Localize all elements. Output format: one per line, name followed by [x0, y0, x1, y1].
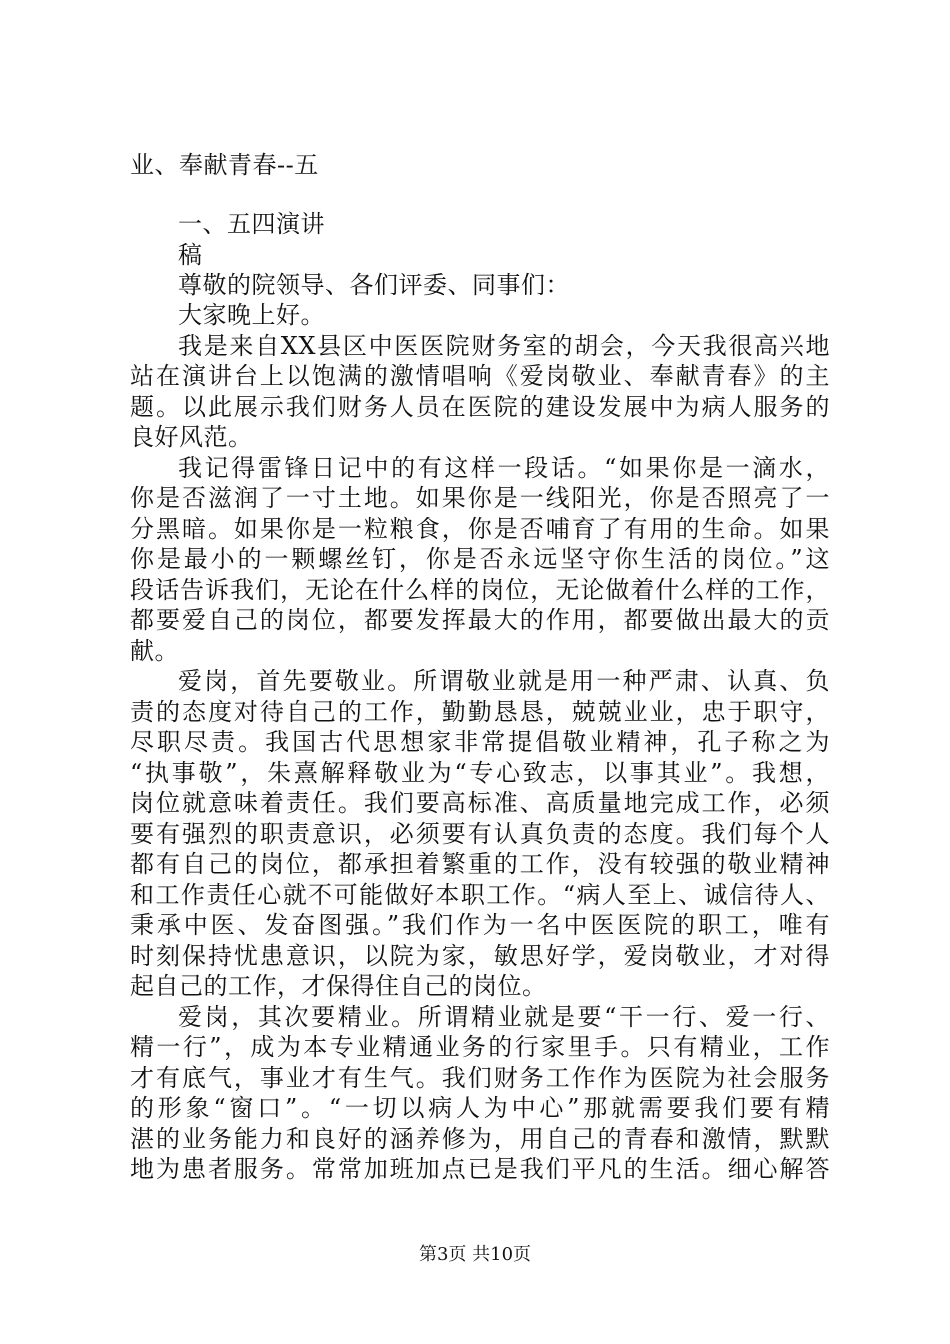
paragraph-line: 分黑暗。如果你是一粒粮食，你是否哺育了有用的生命。如果 — [130, 515, 830, 543]
paragraph-line: 责的态度对待自己的工作，勤勤恳恳，兢兢业业，忠于职守， — [130, 698, 830, 726]
paragraph-line: 段话告诉我们，无论在什么样的岗位，无论做着什么样的工作， — [130, 576, 830, 604]
paragraph-line: 爱岗，首先要敬业。所谓敬业就是用一种严肃、认真、负 — [178, 667, 830, 695]
paragraph-line: 都有自己的岗位，都承担着繁重的工作，没有较强的敬业精神 — [130, 850, 830, 878]
paragraph-line: 我记得雷锋日记中的有这样一段话。“如果你是一滴水， — [178, 454, 830, 482]
paragraph-line: 良好风范。 — [130, 423, 253, 451]
heading-line-2: 一、五四演讲 — [178, 210, 325, 238]
paragraph-line: 精一行”，成为本专业精通业务的行家里手。只有精业，工作 — [130, 1033, 830, 1061]
paragraph-line: 题。以此展示我们财务人员在医院的建设发展中为病人服务的 — [130, 393, 830, 421]
paragraph-line: 你是最小的一颗螺丝钉，你是否永远坚守你生活的岗位。”这 — [130, 545, 830, 573]
paragraph-line: 站在演讲台上以饱满的激情唱响《爱岗敬业、奉献青春》的主 — [130, 362, 830, 390]
heading-line-3: 稿 — [178, 241, 203, 269]
paragraph-line: 献。 — [130, 637, 179, 665]
paragraph-line: 时刻保持忧患意识，以院为家，敏思好学，爱岗敬业，才对得 — [130, 942, 830, 970]
paragraph-line: 爱岗，其次要精业。所谓精业就是要“干一行、爱一行、 — [178, 1003, 830, 1031]
paragraph-line: 你是否滋润了一寸土地。如果你是一线阳光，你是否照亮了一 — [130, 484, 830, 512]
paragraph-line: 才有底气，事业才有生气。我们财务工作作为医院为社会服务 — [130, 1064, 830, 1092]
paragraph-line: 起自己的工作，才保得住自己的岗位。 — [130, 972, 547, 1000]
paragraph-line: 要有强烈的职责意识，必须要有认真负责的态度。我们每个人 — [130, 820, 830, 848]
page-number-footer: 第3页 共10页 — [418, 1244, 532, 1265]
paragraph-line: 的形象“窗口”。“一切以病人为中心”那就需要我们要有精 — [130, 1094, 830, 1122]
paragraph-line: “执事敬”，朱熹解释敬业为“专心致志，以事其业”。我想， — [130, 759, 830, 787]
paragraph-line: 尽职尽责。我国古代思想家非常提倡敬业精神，孔子称之为 — [130, 728, 830, 756]
paragraph-line: 我是来自XX县区中医医院财务室的胡会，今天我很高兴地 — [178, 332, 830, 360]
heading-line-1: 业、奉献青春--五 — [130, 151, 319, 179]
paragraph-line: 都要爱自己的岗位，都要发挥最大的作用，都要做出最大的贡 — [130, 606, 830, 634]
paragraph-line: 秉承中医、发奋图强。”我们作为一名中医医院的职工，唯有 — [130, 911, 830, 939]
paragraph-line: 和工作责任心就不可能做好本职工作。“病人至上、诚信待人、 — [130, 881, 830, 909]
greeting: 大家晚上好。 — [178, 301, 325, 329]
salutation: 尊敬的院领导、各们评委、同事们： — [178, 271, 570, 299]
paragraph-line: 湛的业务能力和良好的涵养修为，用自己的青春和激情，默默 — [130, 1125, 830, 1153]
paragraph-line: 岗位就意味着责任。我们要高标准、高质量地完成工作，必须 — [130, 789, 830, 817]
paragraph-line: 地为患者服务。常常加班加点已是我们平凡的生活。细心解答 — [130, 1155, 830, 1183]
